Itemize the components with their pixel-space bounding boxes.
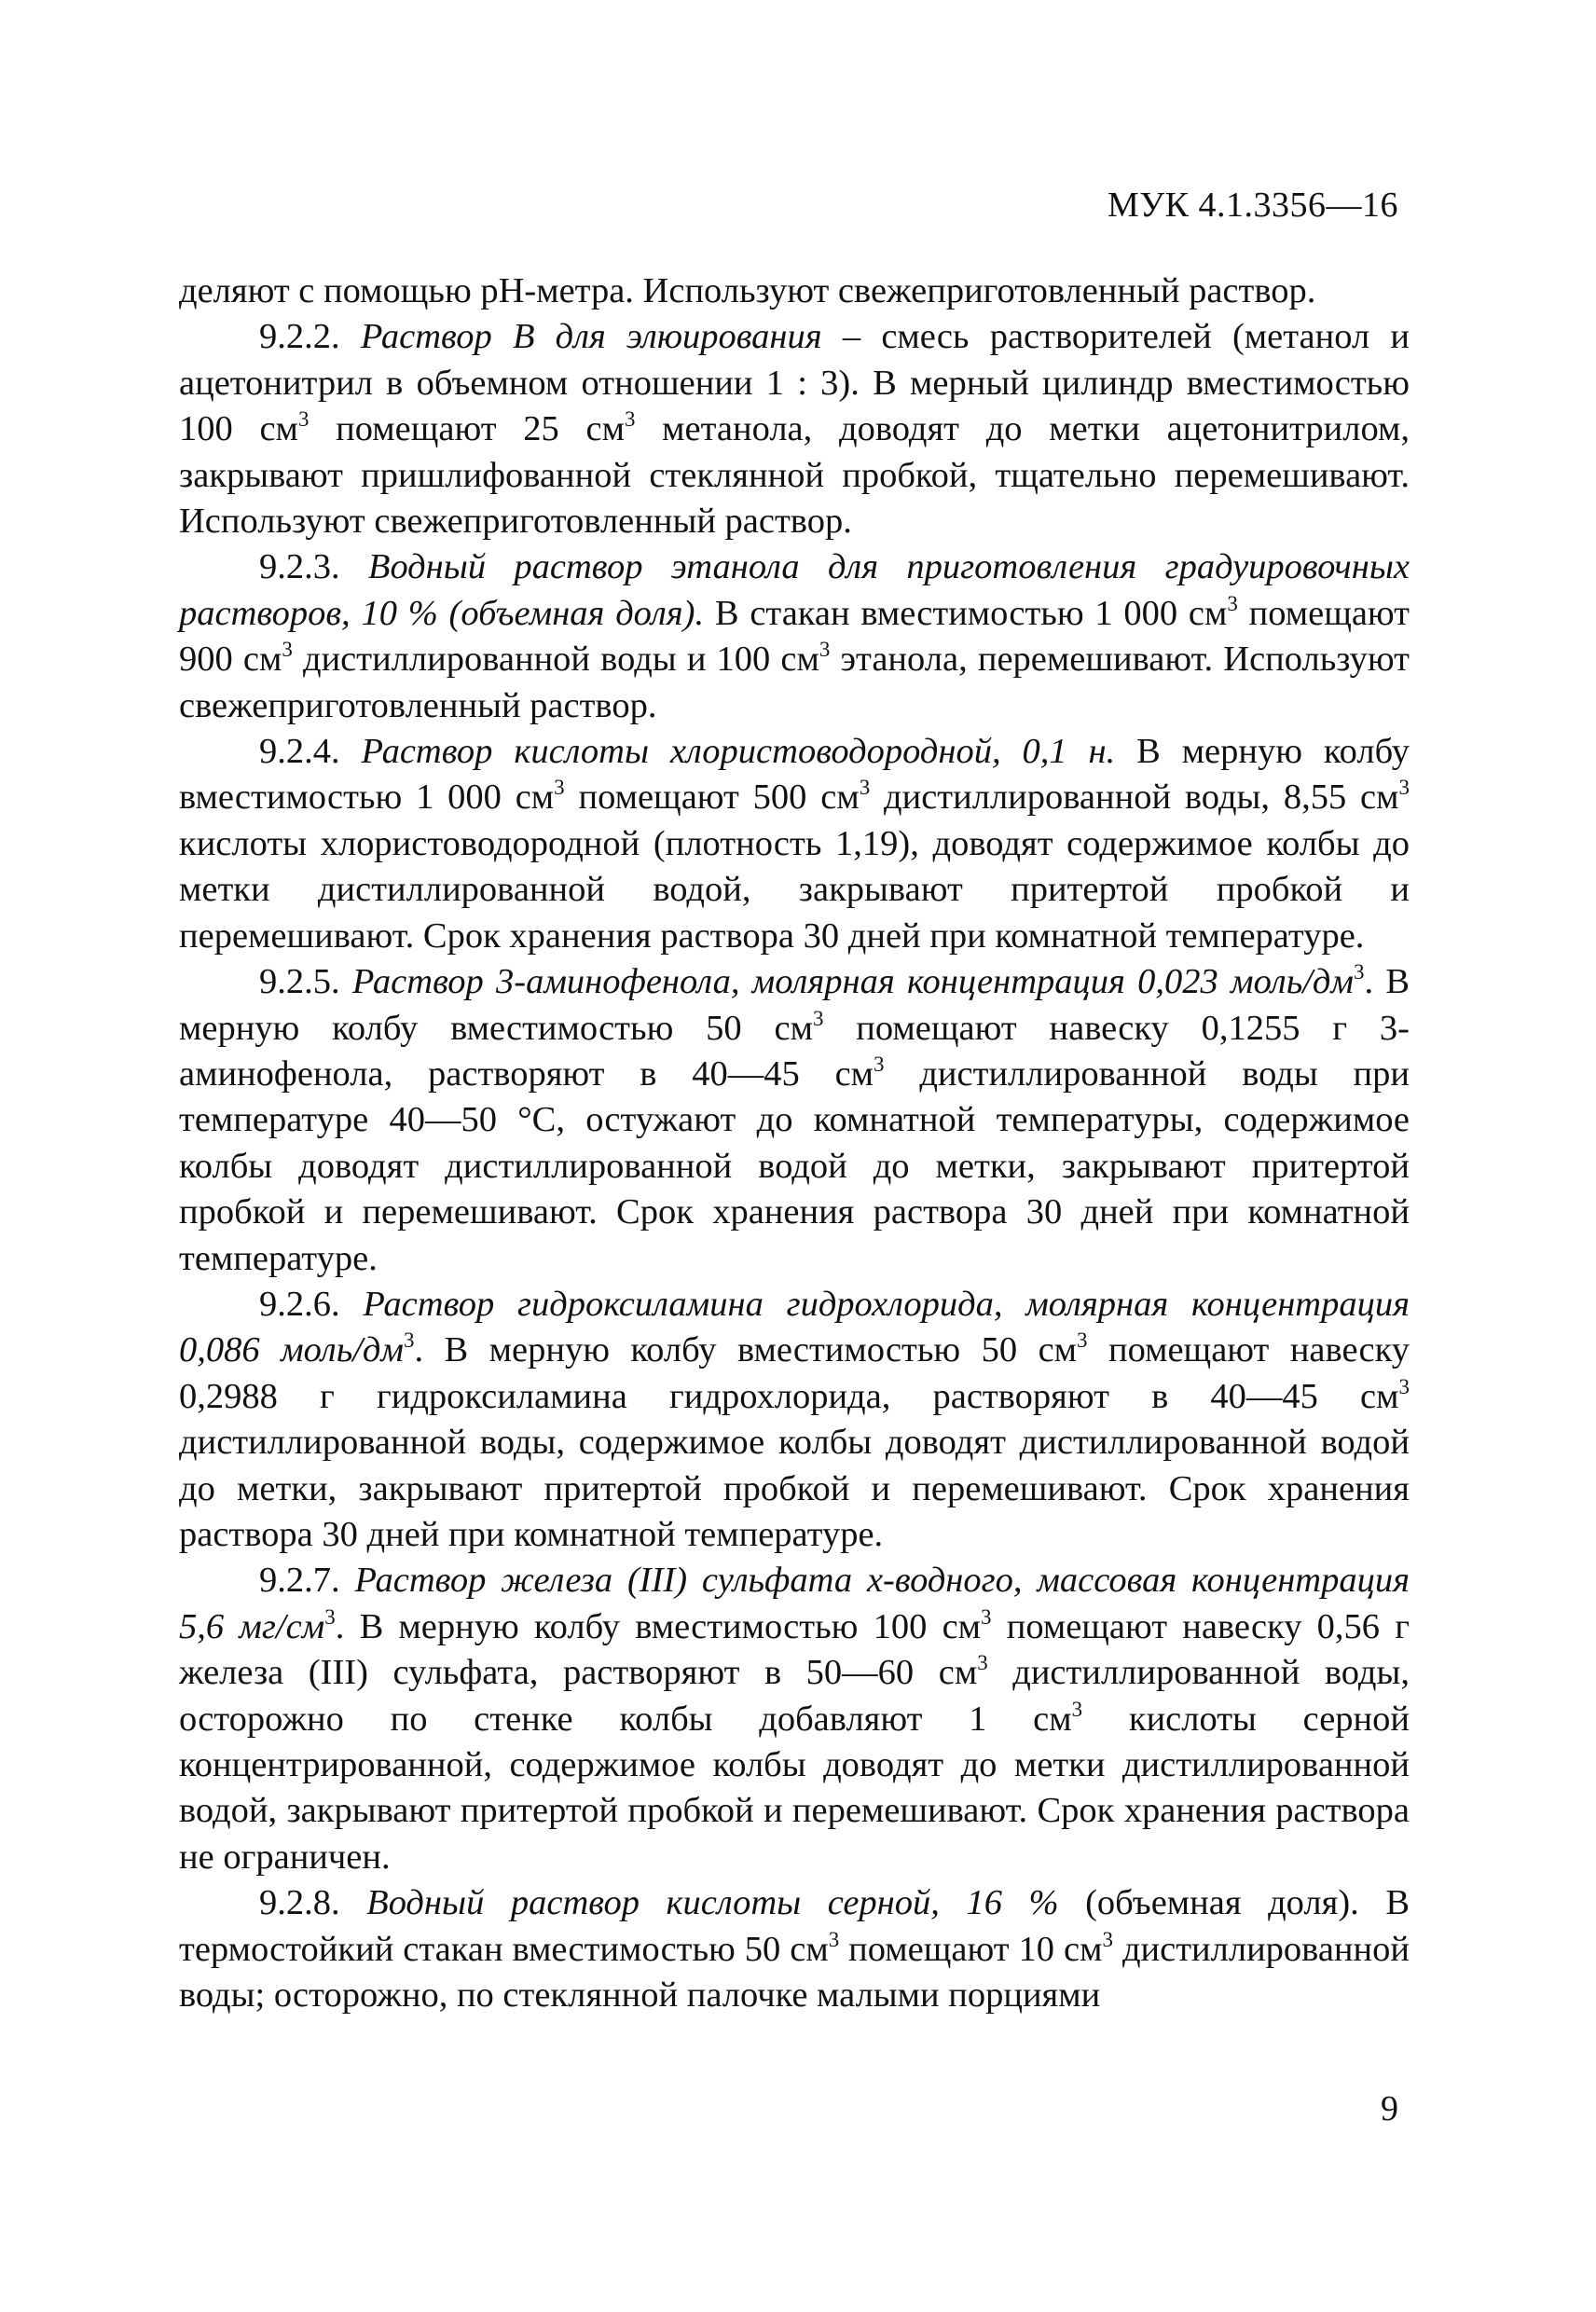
section-number: 9.2.5. [259,962,340,1002]
section-title: Раствор кислоты хлористоводородной, 0,1 н. [361,732,1116,772]
section-number: 9.2.4. [259,732,340,772]
paragraph-9-2-3: 9.2.3. Водный раствор этанола для приготовления градуировочных растворов, 10 % (объемная доля). В стакан вместимостью 1 000 $см^3$ помещают 900 $см^3$ дистиллированной воды и 100 $см^3$ этанола, перемешивают. Используют свежеприготовленный раствор. [179,547,1410,725]
paragraph-9-2-6: 9.2.6. Раствор гидроксиламина гидрохлорида, молярная концентрация 0,086 моль/$дм^3$. В мерную колбу вместимостью 50 $см^3$ помещают навеску 0,2988 г гидроксиламина гидрохлорида, растворяют в 40—45 $см^3$ дистиллированной воды, содержимое колбы доводят дистиллированной водой до метки, закрывают притертой пробкой и перемешивают. Срок хранения раствора 30 дней при комнатной температуре. [179,1284,1410,1554]
document-code-header: МУК 4.1.3356—16 [1107,186,1398,225]
paragraph-9-2-8: 9.2.8. Водный раствор кислоты серной, 16 % (объемная доля). В термостойкий стакан вместимостью 50 $см^3$ помещают 10 $см^3$ дистиллированной воды; осторожно, по стеклянной палочке малыми порциями [179,1883,1410,2016]
section-title: Раствор В для элюирования [360,317,822,357]
paragraph-9-2-5: 9.2.5. Раствор 3-аминофенола, молярная концентрация 0,023 моль/$дм^3$. В мерную колбу вместимостью 50 $см^3$ помещают навеску 0,1255 г 3-аминофенола, растворяют в 40—45 $см^3$ дистиллированной воды при температуре 40—50 °С, остужают до комнатной температуры, содержимое колбы доводят дистиллированной водой до метки, закрывают притертой пробкой и перемешивают. Срок хранения раствора 30 дней при комнатной температуре. [179,960,1410,1278]
paragraph-continuation: деляют с помощью рН-метра. Используют свежеприготовленный раствор. [179,271,1316,310]
section-number: 9.2.6. [259,1284,340,1324]
section-title: Водный раствор кислоты серной, 16 % [366,1883,1059,1923]
paragraph-9-2-4: 9.2.4. Раствор кислоты хлористоводородной, 0,1 н. В мерную колбу вместимостью 1 000 $см^3$ помещают 500 $см^3$ дистиллированной воды, 8,55 $см^3$ кислоты хлористоводородной (плотность 1,19), доводят содержимое колбы до метки дистиллированной водой, закрывают притертой пробкой и перемешивают. Срок хранения раствора 30 дней при комнатной температуре. [179,732,1410,956]
section-title: Водный раствор этанола для приготовления градуировочных растворов, 10 % (объемная доля). [179,547,1410,633]
section-number: 9.2.3. [259,547,340,587]
section-title: Раствор железа (III) сульфата х-водного, массовая концентрация 5,6 мг/см [179,1561,1410,1646]
section-number: 9.2.2. [259,317,340,357]
document-body [179,268,1410,2018]
section-number: 9.2.7. [259,1561,340,1601]
paragraph-9-2-2: 9.2.2. Раствор В для элюирования – смесь растворителей (метанол и ацетонитрил в объемном отношении 1 : 3). В мерный цилиндр вместимостью 100 $см^3$ помещают 25 $см^3$ метанола, доводят до метки ацетонитрилом, закрывают пришлифованной стеклянной пробкой, тщательно перемешивают. Используют свежеприготовленный раствор. [179,317,1410,542]
paragraph-9-2-7: 9.2.7. Раствор железа (III) сульфата х-водного, массовая концентрация 5,6 $мг/см^3$. В мерную колбу вместимостью 100 $см^3$ помещают навеску 0,56 г железа (III) сульфата, растворяют в 50—60 $см^3$ дистиллированной воды, осторожно по стенке колбы добавляют 1 $см^3$ кислоты серной концентрированной, содержимое колбы доводят до метки дистиллированной водой, закрывают притертой пробкой и перемешивают. Срок хранения раствора не ограничен. [179,1561,1410,1877]
page-number: 9 [1381,2089,1398,2128]
section-title: Раствор 3-аминофенола, молярная концентрация 0,023 моль/дм [351,962,1354,1002]
section-number: 9.2.8. [259,1883,340,1923]
section-title: Раствор гидроксиламина гидрохлорида, молярная концентрация 0,086 моль/дм [179,1284,1410,1370]
